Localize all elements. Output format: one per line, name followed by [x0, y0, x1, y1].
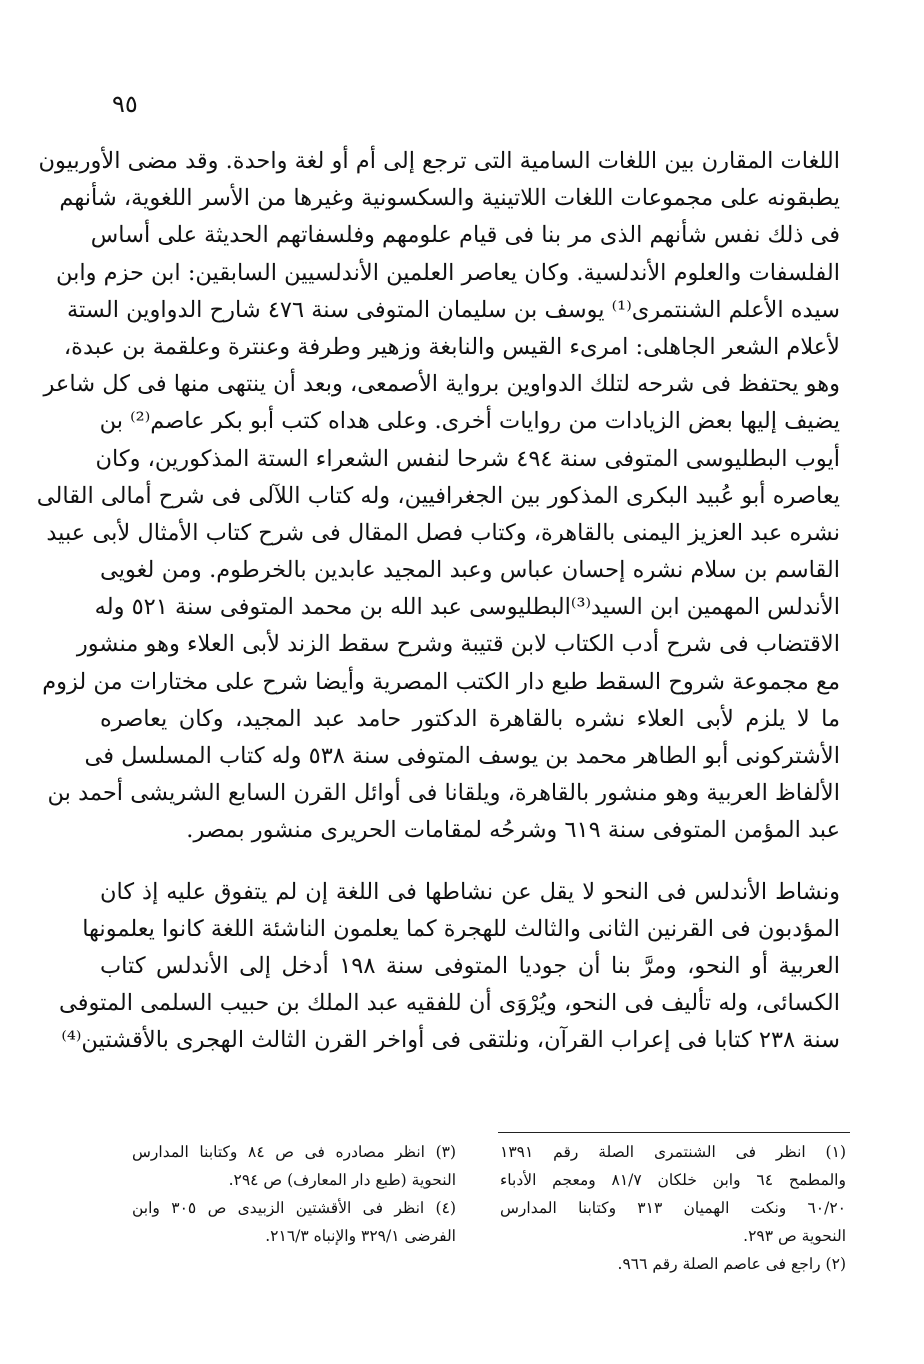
footnote-line: (٤) انظر فى الأقشتين الزبيدى ص ٣٠٥ وابن — [132, 1199, 456, 1217]
text-line: الأشتركونى أبو الطاهر محمد بن يوسف المتوفى سنة ٥٣٨ وله كتاب المسلسل فى — [84, 743, 840, 769]
text-line: الاقتضاب فى شرح أدب الكتاب لابن قتيبة وشرح سقط الزند لأبى العلاء وهو منشور — [76, 631, 840, 658]
text-line: الألفاظ العربية وهو منشور بالقاهرة، ويلقانا فى أوائل القرن السابع الشريشى أحمد بن — [47, 780, 840, 807]
paragraph-1 — [36, 143, 840, 850]
main-text — [36, 143, 840, 1060]
page-number: ٩٥ — [112, 90, 138, 118]
footnote-line: الفرضى ٣٢٩/١ والإنباه ٢١٦/٣. — [265, 1227, 456, 1245]
footnote-line: (١) انظر فى الشنتمرى الصلة رقم ١٣٩١ — [500, 1143, 846, 1161]
text-line: لأعلام الشعر الجاهلى: امرىء القيس والنابغة وزهير وطرفة وعنترة وعلقمة بن عبدة، — [63, 333, 840, 360]
footnote-divider — [498, 1132, 850, 1133]
text-line: اللغات المقارن بين اللغات السامية التى ترجع إلى أم أو لغة واحدة. وقد مضى الأوربيون — [38, 148, 840, 174]
text-line: عبد المؤمن المتوفى سنة ٦١٩ وشرحُه لمقامات الحريرى منشور بمصر. — [186, 817, 840, 844]
footnote-line: النحوية (طبع دار المعارف) ص ٢٩٤. — [228, 1171, 456, 1189]
text-line: ما لا يلزم لأبى العلاء نشره بالقاهرة الدكتور حامد عبد المجيد، وكان يعاصره — [100, 705, 840, 732]
text-line: نشره عبد العزيز اليمنى بالقاهرة، وكتاب فصل المقال فى شرح كتاب الأمثال لأبى عبيد — [46, 519, 840, 546]
footnote-line: ٦٠/٢٠ ونكت الهميان ٣١٣ وكتابنا المدارس — [500, 1199, 847, 1217]
text-line: مع مجموعة شروح السقط طبع دار الكتب المصرية وأيضا شرح على مختارات من لزوم — [42, 668, 840, 695]
footnotes-left-column — [132, 1138, 456, 1250]
text-line: يعاصره أبو عُبيد البكرى المذكور بين الجغرافيين، وله كتاب اللآلى فى شرح أمالى القالى — [36, 482, 840, 509]
text-line: يطبقونه على مجموعات اللغات اللاتينية والسكسونية وغيرها من الأسر اللغوية، شأنهم — [59, 185, 840, 212]
paragraph-spacer — [100, 850, 840, 874]
text-line: المؤدبون فى القرنين الثانى والثالث للهجرة كما يعلمون الناشئة اللغة كانوا يعلمونها — [82, 915, 840, 942]
paragraph-2 — [58, 874, 840, 1060]
text-line: الأندلس المهمين ابن السيد⁽³⁾البطليوسى عبد الله بن محمد المتوفى سنة ٥٢١ وله — [94, 594, 840, 621]
text-line: فى ذلك نفس شأنهم الذى مر بنا فى قيام علومهم وفلسفاتهم الحديثة على أساس — [90, 222, 840, 249]
text-line: ونشاط الأندلس فى النحو لا يقل عن نشاطها فى اللغة إن لم يتفوق عليه إذ كان — [100, 878, 840, 905]
text-line: سنة ٢٣٨ كتابا فى إعراب القرآن، ونلتقى فى أواخر القرن الثالث الهجرى بالأقشتين⁽⁴⁾ — [61, 1027, 840, 1054]
footnotes-right-column — [500, 1138, 846, 1278]
text-line: وهو يحتفظ فى شرحه لتلك الدواوين برواية الأصمعى، وبعد أن ينتهى منها فى كل شاعر — [43, 371, 840, 398]
text-line: القاسم بن سلام نشره إحسان عباس وعبد المجيد عابدين بالخرطوم. ومن لغويى — [100, 557, 840, 584]
footnote-line: (٢) راجع فى عاصم الصلة رقم ٩٦٦. — [617, 1255, 846, 1273]
footnote-line: النحوية ص ٢٩٣. — [743, 1227, 846, 1245]
text-line: يضيف إليها بعض الزيادات من روايات أخرى. وعلى هداه كتب أبو بكر عاصم⁽²⁾ بن — [99, 408, 840, 435]
text-line: سيده الأعلم الشنتمرى⁽¹⁾ يوسف بن سليمان المتوفى سنة ٤٧٦ شارح الدواوين الستة — [66, 296, 840, 323]
footnote-line: والمطمح ٦٤ وابن خلكان ٨١/٧ ومعجم الأدباء — [500, 1171, 846, 1189]
text-line: أيوب البطليوسى المتوفى سنة ٤٩٤ شرحا لنفس الشعراء الستة المذكورين، وكان — [95, 445, 840, 472]
footnote-line: (٣) انظر مصادره فى ص ٨٤ وكتابنا المدارس — [132, 1143, 457, 1161]
text-line: الفلسفات والعلوم الأندلسية. وكان يعاصر العلمين الأندلسيين السابقين: ابن حزم وابن — [55, 259, 840, 286]
text-line: الكسائى، وله تأليف فى النحو، ويُرْوَى أن للفقيه عبد الملك بن حبيب السلمى المتوفى — [58, 990, 840, 1017]
text-line: العربية أو النحو، ومرَّ بنا أن جوديا المتوفى سنة ١٩٨ أدخل إلى الأندلس كتاب — [100, 952, 840, 979]
